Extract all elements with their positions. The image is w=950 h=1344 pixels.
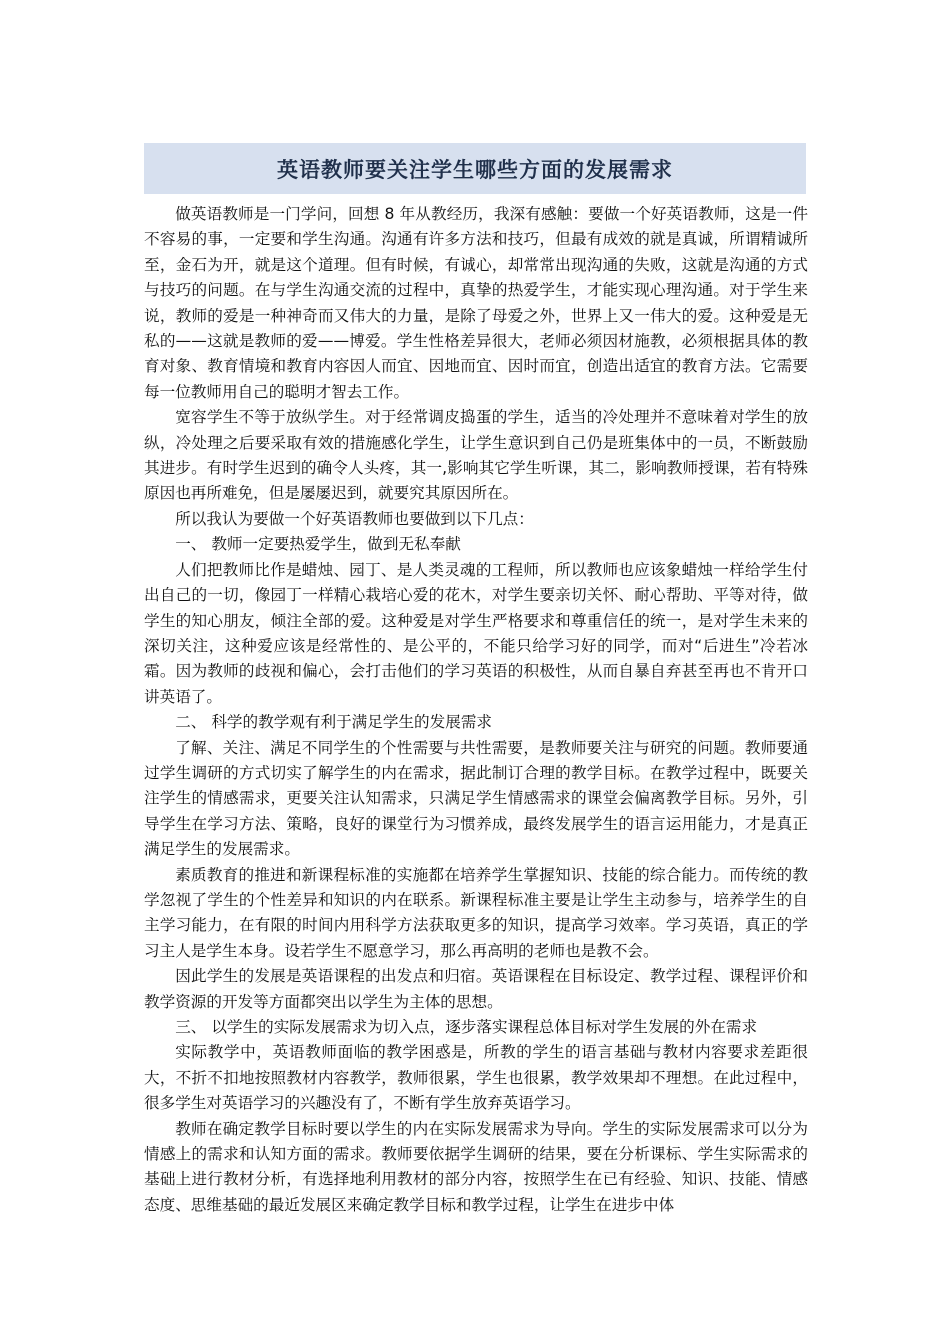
paragraph: 做英语教师是一门学问，回想 8 年从教经历，我深有感触：要做一个好英语教师，这是一件不容易的事，一定要和学生沟通。沟通有许多方法和技巧，但最有成效的就是真诚，所谓精诚所至，金石为开，就是这个道理。但有时候，有诚心，却常常出现沟通的失败，这就是沟通的方式与技巧的问题。在与学生沟通交流的过程中，真挚的热爱学生，才能实现心理沟通。对于学生来说，教师的爱是一种神奇而又伟大的力量，是除了母爱之外，世界上又一伟大的爱。这种爱是无私的——这就是教师的爱——博爱。学生性格差异很大，老师必须因材施教，必须根据具体的教育对象、教育情境和教育内容因人而宜、因地而宜、因时而宜，创造出适宜的教育方法。它需要每一位教师用自己的聪明才智去工作。 [144, 205, 808, 401]
paragraph: 所以我认为要做一个好英语教师也要做到以下几点： [175, 509, 534, 528]
paragraph: 实际教学中，英语教师面临的教学困惑是，所教的学生的语言基础与教材内容要求差距很大，不折不扣地按照教材内容教学，教师很累，学生也很累，教学效果却不理想。在此过程中，很多学生对英语学习的兴趣没有了，不断有学生放弃英语学习。 [144, 1043, 808, 1113]
title-banner [144, 143, 806, 194]
paragraph: 教师在确定教学目标时要以学生的内在实际发展需求为导向。学生的实际发展需求可以分为情感上的需求和认知方面的需求。教师要依据学生调研的结果，要在分析课标、学生实际需求的基础上进行教材分析，有选择地利用教材的部分内容，按照学生在已有经验、知识、技能、情感态度、思维基础的最近发展区来确定教学目标和教学过程，让学生在进步中体 [144, 1119, 808, 1214]
paragraph: 素质教育的推进和新课程标准的实施都在培养学生掌握知识、技能的综合能力。而传统的教学忽视了学生的个性差异和知识的内在联系。新课程标准主要是让学生主动参与，培养学生的自主学习能力，在有限的时间内用科学方法获取更多的知识，提高学习效率。学习英语，真正的学习主人是学生本身。设若学生不愿意学习，那么再高明的老师也是教不会。 [144, 865, 808, 960]
section-heading: 三、 以学生的实际发展需求为切入点，逐步落实课程总体目标对学生发展的外在需求 [175, 1018, 758, 1036]
paragraph: 宽容学生不等于放纵学生。对于经常调皮捣蛋的学生，适当的冷处理并不意味着对学生的放纵，冷处理之后要采取有效的措施感化学生，让学生意识到自己仍是班集体中的一员，不断鼓励其进步。有时学生迟到的确令人头疼，其一,影响其它学生听课，其二，影响教师授课，若有特殊原因也再所难免，但是屡屡迟到，就要究其原因所在。 [144, 408, 808, 503]
paragraph: 人们把教师比作是蜡烛、园丁、是人类灵魂的工程师，所以教师也应该象蜡烛一样给学生付出自己的一切，像园丁一样精心栽培心爱的花木，对学生要亲切关怀、耐心帮助、平等对待，做学生的知心朋友，倾注全部的爱。这种爱是对学生严格要求和尊重信任的统一，是对学生未来的深切关注，这种爱应该是经常性的、是公平的，不能只给学习好的同学，而对“后进生”冷若冰霜。因为教师的歧视和偏心，会打击他们的学习英语的积极性，从而自暴自弃甚至再也不肯开口讲英语了。 [144, 560, 808, 706]
section-heading: 二、 科学的教学观有利于满足学生的发展需求 [175, 713, 493, 732]
document-title: 英语教师要关注学生哪些方面的发展需求 [277, 157, 673, 182]
paragraph: 因此学生的发展是英语课程的出发点和归宿。英语课程在目标设定、教学过程、课程评价和教学资源的开发等方面都突出以学生为主体的思想。 [144, 967, 808, 1011]
document-body [144, 202, 808, 1218]
paragraph: 了解、关注、满足不同学生的个性需要与共性需要，是教师要关注与研究的问题。教师要通过学生调研的方式切实了解学生的内在需求，据此制订合理的教学目标。在教学过程中，既要关注学生的情感需求，更要关注认知需求，只满足学生情感需求的课堂会偏离教学目标。另外，引导学生在学习方法、策略，良好的课堂行为习惯养成，最终发展学生的语言运用能力，才是真正满足学生的发展需求。 [144, 738, 808, 859]
section-heading: 一、 教师一定要热爱学生，做到无私奉献 [175, 535, 461, 554]
